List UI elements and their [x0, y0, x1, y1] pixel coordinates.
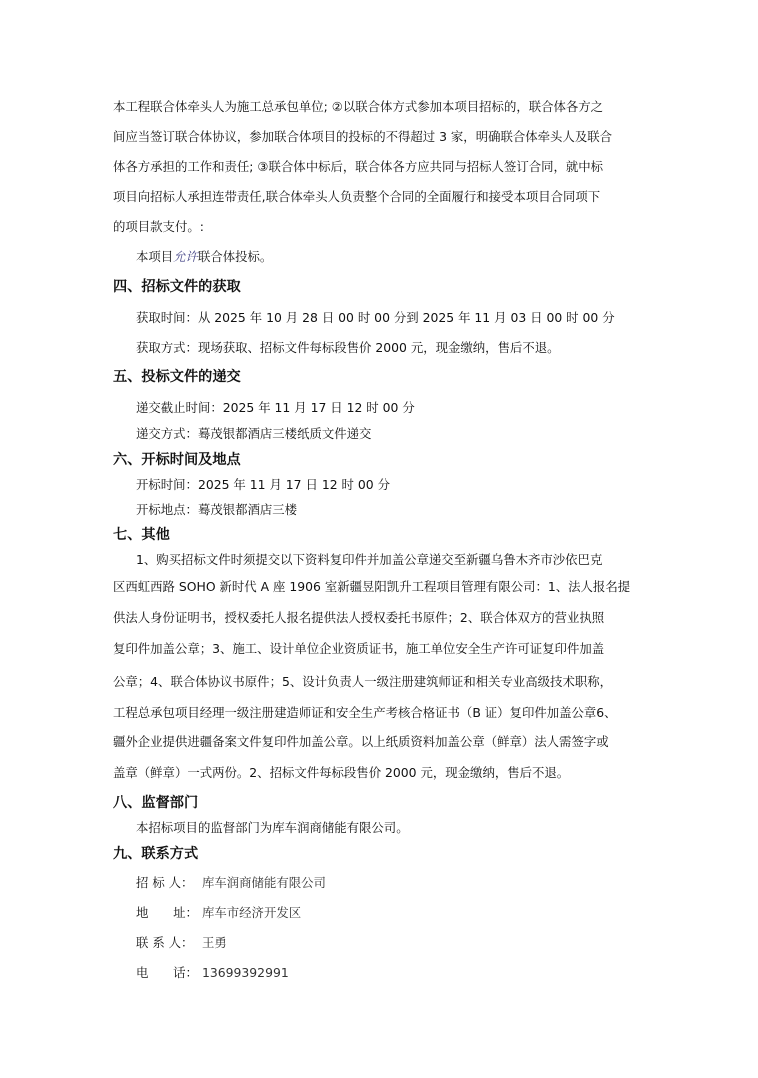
opening-place: 开标地点：蓦茂银都酒店三楼 [136, 502, 298, 517]
submit-deadline: 递交截止时间：2025 年 11 月 17 日 12 时 00 分 [136, 400, 415, 415]
consortium-allowed-word: 允许 [173, 249, 198, 264]
other-line: 盖章（鲜章）一式两份。2、招标文件每标段售价 2000 元，现金缴纳，售后不退。 [113, 765, 570, 780]
acquire-method: 获取方式：现场获取、招标文件每标段售价 2000 元，现金缴纳，售后不退。 [136, 340, 560, 355]
contact-address: 地 址： 库车市经济开发区 [136, 905, 302, 920]
acquire-time: 获取时间：从 2025 年 10 月 28 日 00 时 00 分到 2025 年 11 月 03 日 00 时 00 分 [136, 310, 615, 325]
other-line: 1、购买招标文件时须提交以下资料复印件并加盖公章递交至新疆乌鲁木齐市沙依巴克 [136, 552, 603, 567]
contact-tenderer: 招 标 人： 库车润商储能有限公司 [136, 875, 326, 890]
intro-line: 的项目款支付。: [113, 219, 204, 234]
section-heading-5: 五、投标文件的递交 [113, 369, 241, 385]
section-heading-6: 六、开标时间及地点 [113, 452, 241, 468]
intro-line: 体各方承担的工作和责任; ③联合体中标后，联合体各方应共同与招标人签订合同，就中标 [113, 159, 604, 174]
section-heading-7: 七、其他 [113, 527, 170, 543]
section-heading-9: 九、联系方式 [113, 846, 199, 862]
other-line: 复印件加盖公章；3、施工、设计单位企业资质证书，施工单位安全生产许可证复印件加盖 [113, 641, 605, 656]
contact-phone: 电 话： 13699392991 [136, 965, 289, 980]
supervision-text: 本招标项目的监督部门为库车润商储能有限公司。 [136, 820, 409, 835]
submit-method: 递交方式：蓦茂银都酒店三楼纸质文件递交 [136, 426, 372, 441]
section-heading-4: 四、招标文件的获取 [113, 279, 241, 295]
consortium-allowed-line: 本项目允许联合体投标。 [136, 249, 273, 264]
other-line: 工程总承包项目经理一级注册建造师证和安全生产考核合格证书（B 证）复印件加盖公章6、 [113, 705, 617, 720]
intro-line: 间应当签订联合体协议，参加联合体项目的投标的不得超过 3 家，明确联合体牵头人及联合 [113, 129, 612, 144]
intro-line: 本工程联合体牵头人为施工总承包单位; ②以联合体方式参加本项目招标的，联合体各方之 [113, 99, 604, 114]
other-line: 公章；4、联合体协议书原件；5、设计负责人一级注册建筑师证和相关专业高级技术职称， [113, 674, 613, 689]
other-line: 疆外企业提供进疆备案文件复印件加盖公章。以上纸质资料加盖公章（鲜章）法人需签字或 [113, 734, 609, 749]
opening-time: 开标时间：2025 年 11 月 17 日 12 时 00 分 [136, 477, 390, 492]
contact-person: 联 系 人： 王勇 [136, 935, 227, 950]
intro-line: 项目向招标人承担连带责任,联合体牵头人负责整个合同的全面履行和接受本项目合同项下 [113, 189, 601, 204]
other-line: 供法人身份证明书，授权委托人报名提供法人授权委托书原件；2、联合体双方的营业执照 [113, 610, 605, 625]
other-line: 区西虹西路 SOHO 新时代 A 座 1906 室新疆昱阳凯升工程项目管理有限公司：1、法人报名提 [113, 579, 631, 594]
section-heading-8: 八、监督部门 [113, 795, 199, 811]
